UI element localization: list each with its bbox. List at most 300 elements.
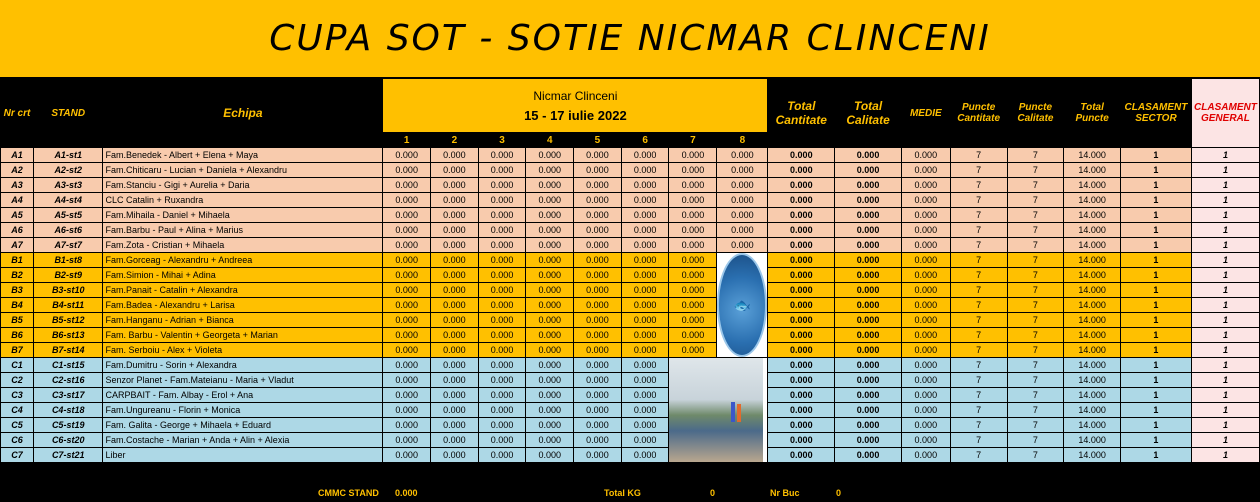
cell-nr-crt: A1: [1, 148, 34, 163]
cell-clasament-general: 1: [1191, 343, 1259, 358]
cell-round-3: 0.000: [478, 268, 526, 283]
cell-total-puncte: 14.000: [1064, 298, 1121, 313]
cell-puncte-calitate: 7: [1007, 163, 1064, 178]
cell-total-calitate: 0.000: [835, 283, 902, 298]
cell-round-2: 0.000: [431, 313, 479, 328]
cell-round-5: 0.000: [574, 313, 622, 328]
cell-total-calitate: 0.000: [835, 298, 902, 313]
cell-nr-crt: A5: [1, 208, 34, 223]
cell-nr-crt: B7: [1, 343, 34, 358]
cell-round-8: 0.000: [717, 193, 768, 208]
cell-total-cantitate: 0.000: [768, 148, 835, 163]
cell-round-1: 0.000: [383, 238, 431, 253]
cell-team: Fam. Galita - George + Mihaela + Eduard: [103, 418, 383, 433]
cell-round-6: 0.000: [621, 208, 669, 223]
cell-stand: C6-st20: [33, 433, 103, 448]
cell-round-1: 0.000: [383, 163, 431, 178]
cell-puncte-cantitate: 7: [950, 418, 1007, 433]
cell-puncte-calitate: 7: [1007, 373, 1064, 388]
event-name: Nicmar Clinceni: [533, 88, 618, 103]
cell-team: Fam.Barbu - Paul + Alina + Marius: [103, 223, 383, 238]
header-total-puncte: Total Puncte: [1064, 79, 1121, 148]
cell-round-3: 0.000: [478, 193, 526, 208]
table-row: [1, 208, 1260, 223]
cell-total-cantitate: 0.000: [768, 208, 835, 223]
cell-round-5: 0.000: [574, 268, 622, 283]
cell-clasament-general: 1: [1191, 388, 1259, 403]
title-bar: [0, 0, 1260, 78]
cell-puncte-calitate: 7: [1007, 328, 1064, 343]
cell-round-6: 0.000: [621, 148, 669, 163]
cell-round-1: 0.000: [383, 268, 431, 283]
fish-icon: 🐟: [733, 296, 752, 313]
cell-stand: A2-st2: [33, 163, 103, 178]
cell-round-3: 0.000: [478, 313, 526, 328]
cell-round-8: 0.000: [717, 148, 768, 163]
cell-round-4: 0.000: [526, 193, 574, 208]
cell-team: Senzor Planet - Fam.Mateianu - Maria + Vladut: [103, 373, 383, 388]
cell-round-1: 0.000: [383, 223, 431, 238]
cell-clasament-sector: 1: [1120, 298, 1191, 313]
cell-round-2: 0.000: [431, 178, 479, 193]
cell-round-6: 0.000: [621, 313, 669, 328]
cell-nr-crt: C3: [1, 388, 34, 403]
cell-total-cantitate: 0.000: [768, 388, 835, 403]
cell-total-puncte: 14.000: [1064, 448, 1121, 463]
cell-clasament-sector: 1: [1120, 433, 1191, 448]
cell-medie: 0.000: [901, 178, 950, 193]
cell-round-7: 0.000: [669, 283, 717, 298]
cell-round-5: 0.000: [574, 208, 622, 223]
cell-round-4: 0.000: [526, 208, 574, 223]
cell-clasament-general: 1: [1191, 223, 1259, 238]
cell-puncte-cantitate: 7: [950, 448, 1007, 463]
cell-round-2: 0.000: [431, 268, 479, 283]
cell-round-5: 0.000: [574, 433, 622, 448]
cell-total-cantitate: 0.000: [768, 223, 835, 238]
cell-nr-crt: C4: [1, 403, 34, 418]
cell-clasament-sector: 1: [1120, 388, 1191, 403]
cell-round-3: 0.000: [478, 163, 526, 178]
cell-round-2: 0.000: [431, 403, 479, 418]
table-row: [1, 373, 1260, 388]
table-row: [1, 163, 1260, 178]
cell-round-6: 0.000: [621, 298, 669, 313]
cell-total-calitate: 0.000: [835, 358, 902, 373]
cell-puncte-calitate: 7: [1007, 193, 1064, 208]
cell-round-3: 0.000: [478, 373, 526, 388]
cell-puncte-cantitate: 7: [950, 178, 1007, 193]
cell-puncte-calitate: 7: [1007, 268, 1064, 283]
cell-nr-crt: B5: [1, 313, 34, 328]
header-round-7: 7: [669, 133, 717, 148]
cell-medie: 0.000: [901, 298, 950, 313]
cell-puncte-calitate: 7: [1007, 418, 1064, 433]
cell-round-4: 0.000: [526, 343, 574, 358]
cell-clasament-sector: 1: [1120, 268, 1191, 283]
cell-total-calitate: 0.000: [835, 238, 902, 253]
cell-round-5: 0.000: [574, 283, 622, 298]
cell-clasament-general: 1: [1191, 238, 1259, 253]
cell-stand: A7-st7: [33, 238, 103, 253]
lake-photo-image: [669, 358, 763, 462]
table-row: [1, 148, 1260, 163]
flag-icon: [737, 404, 741, 422]
cell-medie: 0.000: [901, 148, 950, 163]
cell-stand: C5-st19: [33, 418, 103, 433]
cell-puncte-cantitate: 7: [950, 343, 1007, 358]
cell-round-6: 0.000: [621, 388, 669, 403]
cell-round-7: 0.000: [669, 253, 717, 268]
header-echipa: Echipa: [103, 79, 383, 148]
cell-medie: 0.000: [901, 328, 950, 343]
cell-stand: C3-st17: [33, 388, 103, 403]
cell-clasament-general: 1: [1191, 298, 1259, 313]
cell-round-2: 0.000: [431, 208, 479, 223]
cell-clasament-general: 1: [1191, 283, 1259, 298]
cell-clasament-sector: 1: [1120, 253, 1191, 268]
cell-clasament-sector: 1: [1120, 208, 1191, 223]
cell-puncte-calitate: 7: [1007, 313, 1064, 328]
cell-round-6: 0.000: [621, 178, 669, 193]
cell-round-7: 0.000: [669, 298, 717, 313]
cell-stand: A6-st6: [33, 223, 103, 238]
cell-round-2: 0.000: [431, 433, 479, 448]
cell-round-1: 0.000: [383, 343, 431, 358]
cell-medie: 0.000: [901, 373, 950, 388]
cell-clasament-general: 1: [1191, 208, 1259, 223]
cell-round-4: 0.000: [526, 358, 574, 373]
table-row: [1, 283, 1260, 298]
cell-total-calitate: 0.000: [835, 148, 902, 163]
cell-stand: C1-st15: [33, 358, 103, 373]
cell-round-1: 0.000: [383, 418, 431, 433]
cell-round-7: 0.000: [669, 313, 717, 328]
cell-clasament-general: 1: [1191, 178, 1259, 193]
cell-total-puncte: 14.000: [1064, 433, 1121, 448]
cell-medie: 0.000: [901, 238, 950, 253]
header-total-cantitate: Total Cantitate: [768, 79, 835, 148]
cell-round-4: 0.000: [526, 328, 574, 343]
header-puncte-calitate: Puncte Calitate: [1007, 79, 1064, 148]
cell-clasament-sector: 1: [1120, 148, 1191, 163]
cell-round-3: 0.000: [478, 433, 526, 448]
cell-puncte-cantitate: 7: [950, 298, 1007, 313]
cell-total-puncte: 14.000: [1064, 163, 1121, 178]
cell-team: Fam.Hanganu - Adrian + Bianca: [103, 313, 383, 328]
cell-nr-crt: C6: [1, 433, 34, 448]
cell-puncte-calitate: 7: [1007, 283, 1064, 298]
cell-stand: A4-st4: [33, 193, 103, 208]
cell-total-puncte: 14.000: [1064, 328, 1121, 343]
cell-round-2: 0.000: [431, 418, 479, 433]
cell-round-1: 0.000: [383, 178, 431, 193]
cell-round-2: 0.000: [431, 328, 479, 343]
cell-round-4: 0.000: [526, 373, 574, 388]
cell-total-puncte: 14.000: [1064, 358, 1121, 373]
header-clasament-sector: CLASAMENT SECTOR: [1120, 79, 1191, 148]
cell-medie: 0.000: [901, 163, 950, 178]
table-row: [1, 298, 1260, 313]
cell-total-calitate: 0.000: [835, 343, 902, 358]
cell-total-cantitate: 0.000: [768, 448, 835, 463]
cell-clasament-general: 1: [1191, 268, 1259, 283]
cell-stand: C2-st16: [33, 373, 103, 388]
cell-total-puncte: 14.000: [1064, 418, 1121, 433]
cell-team: Fam.Chiticaru - Lucian + Daniela + Alexandru: [103, 163, 383, 178]
cell-round-5: 0.000: [574, 193, 622, 208]
cell-round-4: 0.000: [526, 238, 574, 253]
cell-medie: 0.000: [901, 283, 950, 298]
cell-clasament-general: 1: [1191, 193, 1259, 208]
cmmc-stand-value: 0.000: [395, 488, 418, 498]
cell-nr-crt: C5: [1, 418, 34, 433]
cell-puncte-calitate: 7: [1007, 208, 1064, 223]
header-puncte-cantitate: Puncte Cantitate: [950, 79, 1007, 148]
table-row: [1, 418, 1260, 433]
cell-team: Fam.Simion - Mihai + Adina: [103, 268, 383, 283]
cell-round-1: 0.000: [383, 328, 431, 343]
cell-round-6: 0.000: [621, 403, 669, 418]
cell-round-5: 0.000: [574, 148, 622, 163]
cell-total-calitate: 0.000: [835, 403, 902, 418]
cell-total-puncte: 14.000: [1064, 403, 1121, 418]
cell-clasament-sector: 1: [1120, 418, 1191, 433]
cell-round-6: 0.000: [621, 418, 669, 433]
cell-round-2: 0.000: [431, 163, 479, 178]
cell-team: Fam.Panait - Catalin + Alexandra: [103, 283, 383, 298]
lake-logo-icon: [717, 253, 767, 357]
cell-medie: 0.000: [901, 433, 950, 448]
table-row: [1, 403, 1260, 418]
cell-clasament-sector: 1: [1120, 283, 1191, 298]
cell-nr-crt: C7: [1, 448, 34, 463]
cell-medie: 0.000: [901, 448, 950, 463]
cell-total-cantitate: 0.000: [768, 418, 835, 433]
cell-team: Liber: [103, 448, 383, 463]
cell-round-1: 0.000: [383, 283, 431, 298]
cell-team: Fam.Costache - Marian + Anda + Alin + Alexia: [103, 433, 383, 448]
cell-round-6: 0.000: [621, 268, 669, 283]
cell-puncte-cantitate: 7: [950, 388, 1007, 403]
cell-medie: 0.000: [901, 388, 950, 403]
cell-round-4: 0.000: [526, 148, 574, 163]
logo-cell: [717, 253, 768, 358]
cell-round-6: 0.000: [621, 433, 669, 448]
cell-round-2: 0.000: [431, 223, 479, 238]
cell-nr-crt: B4: [1, 298, 34, 313]
cell-nr-crt: A4: [1, 193, 34, 208]
cell-round-5: 0.000: [574, 388, 622, 403]
cell-clasament-general: 1: [1191, 163, 1259, 178]
cell-total-calitate: 0.000: [835, 268, 902, 283]
cell-round-4: 0.000: [526, 448, 574, 463]
table-row: [1, 358, 1260, 373]
cell-round-7: 0.000: [669, 193, 717, 208]
cell-total-calitate: 0.000: [835, 193, 902, 208]
header-round-8: 8: [717, 133, 768, 148]
cell-round-4: 0.000: [526, 268, 574, 283]
cell-round-1: 0.000: [383, 313, 431, 328]
cell-total-puncte: 14.000: [1064, 373, 1121, 388]
header-round-1: 1: [383, 133, 431, 148]
cell-round-2: 0.000: [431, 388, 479, 403]
cell-puncte-cantitate: 7: [950, 163, 1007, 178]
table-row: [1, 388, 1260, 403]
cell-round-1: 0.000: [383, 148, 431, 163]
cell-round-5: 0.000: [574, 178, 622, 193]
cell-clasament-sector: 1: [1120, 193, 1191, 208]
results-body: [1, 148, 1260, 463]
cell-round-7: 0.000: [669, 208, 717, 223]
cell-puncte-calitate: 7: [1007, 148, 1064, 163]
cell-round-1: 0.000: [383, 388, 431, 403]
cell-team: Fam. Serboiu - Alex + Violeta: [103, 343, 383, 358]
cell-stand: A5-st5: [33, 208, 103, 223]
cell-total-cantitate: 0.000: [768, 178, 835, 193]
results-table: [0, 78, 1260, 463]
cell-medie: 0.000: [901, 418, 950, 433]
header-round-5: 5: [574, 133, 622, 148]
cell-total-cantitate: 0.000: [768, 403, 835, 418]
cell-medie: 0.000: [901, 193, 950, 208]
cell-stand: C4-st18: [33, 403, 103, 418]
cell-stand: A1-st1: [33, 148, 103, 163]
cell-team: Fam.Dumitru - Sorin + Alexandra: [103, 358, 383, 373]
cell-medie: 0.000: [901, 253, 950, 268]
cell-round-6: 0.000: [621, 253, 669, 268]
cell-round-3: 0.000: [478, 253, 526, 268]
cell-round-6: 0.000: [621, 223, 669, 238]
cell-clasament-sector: 1: [1120, 223, 1191, 238]
cell-nr-crt: C1: [1, 358, 34, 373]
cell-puncte-calitate: 7: [1007, 223, 1064, 238]
cell-round-6: 0.000: [621, 373, 669, 388]
cell-clasament-general: 1: [1191, 433, 1259, 448]
table-row: [1, 253, 1260, 268]
cell-round-8: 0.000: [717, 238, 768, 253]
cell-round-2: 0.000: [431, 343, 479, 358]
cell-puncte-calitate: 7: [1007, 298, 1064, 313]
cell-round-2: 0.000: [431, 448, 479, 463]
cell-puncte-calitate: 7: [1007, 403, 1064, 418]
cell-total-cantitate: 0.000: [768, 238, 835, 253]
cell-clasament-sector: 1: [1120, 358, 1191, 373]
cell-clasament-sector: 1: [1120, 328, 1191, 343]
cell-stand: C7-st21: [33, 448, 103, 463]
cell-round-6: 0.000: [621, 238, 669, 253]
cell-clasament-sector: 1: [1120, 373, 1191, 388]
table-row: [1, 178, 1260, 193]
cell-total-calitate: 0.000: [835, 178, 902, 193]
cell-round-7: 0.000: [669, 343, 717, 358]
table-row: [1, 313, 1260, 328]
cell-round-6: 0.000: [621, 283, 669, 298]
cell-stand: B6-st13: [33, 328, 103, 343]
cell-clasament-sector: 1: [1120, 238, 1191, 253]
cell-team: Fam. Barbu - Valentin + Georgeta + Marian: [103, 328, 383, 343]
cell-round-1: 0.000: [383, 358, 431, 373]
cell-round-5: 0.000: [574, 328, 622, 343]
cell-round-6: 0.000: [621, 193, 669, 208]
cell-round-7: 0.000: [669, 223, 717, 238]
cell-round-4: 0.000: [526, 388, 574, 403]
cell-stand: B5-st12: [33, 313, 103, 328]
cell-round-7: 0.000: [669, 163, 717, 178]
cell-puncte-cantitate: 7: [950, 253, 1007, 268]
cell-puncte-cantitate: 7: [950, 148, 1007, 163]
cell-round-7: 0.000: [669, 238, 717, 253]
header-round-4: 4: [526, 133, 574, 148]
cell-team: Fam.Ungureanu - Florin + Monica: [103, 403, 383, 418]
cell-puncte-cantitate: 7: [950, 373, 1007, 388]
cell-total-calitate: 0.000: [835, 223, 902, 238]
table-row: [1, 328, 1260, 343]
cell-medie: 0.000: [901, 208, 950, 223]
cell-round-3: 0.000: [478, 298, 526, 313]
cell-round-4: 0.000: [526, 223, 574, 238]
cell-total-cantitate: 0.000: [768, 283, 835, 298]
cell-clasament-general: 1: [1191, 148, 1259, 163]
header-medie: MEDIE: [901, 79, 950, 148]
cell-round-4: 0.000: [526, 313, 574, 328]
cell-puncte-cantitate: 7: [950, 208, 1007, 223]
total-kg-label: Total KG: [604, 488, 641, 498]
cell-round-3: 0.000: [478, 418, 526, 433]
cell-total-cantitate: 0.000: [768, 373, 835, 388]
cell-round-2: 0.000: [431, 298, 479, 313]
cell-puncte-calitate: 7: [1007, 433, 1064, 448]
cell-team: CARPBAIT - Fam. Albay - Erol + Ana: [103, 388, 383, 403]
cell-round-3: 0.000: [478, 238, 526, 253]
table-row: [1, 448, 1260, 463]
header-nr-crt: Nr crt: [1, 79, 34, 148]
cell-puncte-calitate: 7: [1007, 253, 1064, 268]
header-event: [383, 79, 768, 133]
cell-total-cantitate: 0.000: [768, 268, 835, 283]
cell-round-4: 0.000: [526, 178, 574, 193]
cell-total-calitate: 0.000: [835, 328, 902, 343]
cell-total-puncte: 14.000: [1064, 268, 1121, 283]
cell-total-puncte: 14.000: [1064, 238, 1121, 253]
cell-round-1: 0.000: [383, 298, 431, 313]
cell-total-puncte: 14.000: [1064, 193, 1121, 208]
table-row: [1, 223, 1260, 238]
cell-clasament-sector: 1: [1120, 163, 1191, 178]
cell-clasament-general: 1: [1191, 328, 1259, 343]
nr-buc-label: Nr Buc: [770, 488, 800, 498]
cell-puncte-cantitate: 7: [950, 328, 1007, 343]
flag-icon: [731, 402, 735, 422]
cell-round-3: 0.000: [478, 403, 526, 418]
cell-round-1: 0.000: [383, 373, 431, 388]
cell-clasament-sector: 1: [1120, 343, 1191, 358]
cell-total-cantitate: 0.000: [768, 253, 835, 268]
cell-round-4: 0.000: [526, 163, 574, 178]
cell-medie: 0.000: [901, 358, 950, 373]
cell-nr-crt: A6: [1, 223, 34, 238]
cell-puncte-cantitate: 7: [950, 433, 1007, 448]
cell-round-5: 0.000: [574, 298, 622, 313]
cell-round-7: 0.000: [669, 268, 717, 283]
cell-total-cantitate: 0.000: [768, 298, 835, 313]
cell-round-7: 0.000: [669, 328, 717, 343]
total-kg-value: 0: [710, 488, 716, 498]
cell-puncte-cantitate: 7: [950, 313, 1007, 328]
cell-round-8: 0.000: [717, 163, 768, 178]
cell-round-3: 0.000: [478, 178, 526, 193]
cell-total-cantitate: 0.000: [768, 358, 835, 373]
